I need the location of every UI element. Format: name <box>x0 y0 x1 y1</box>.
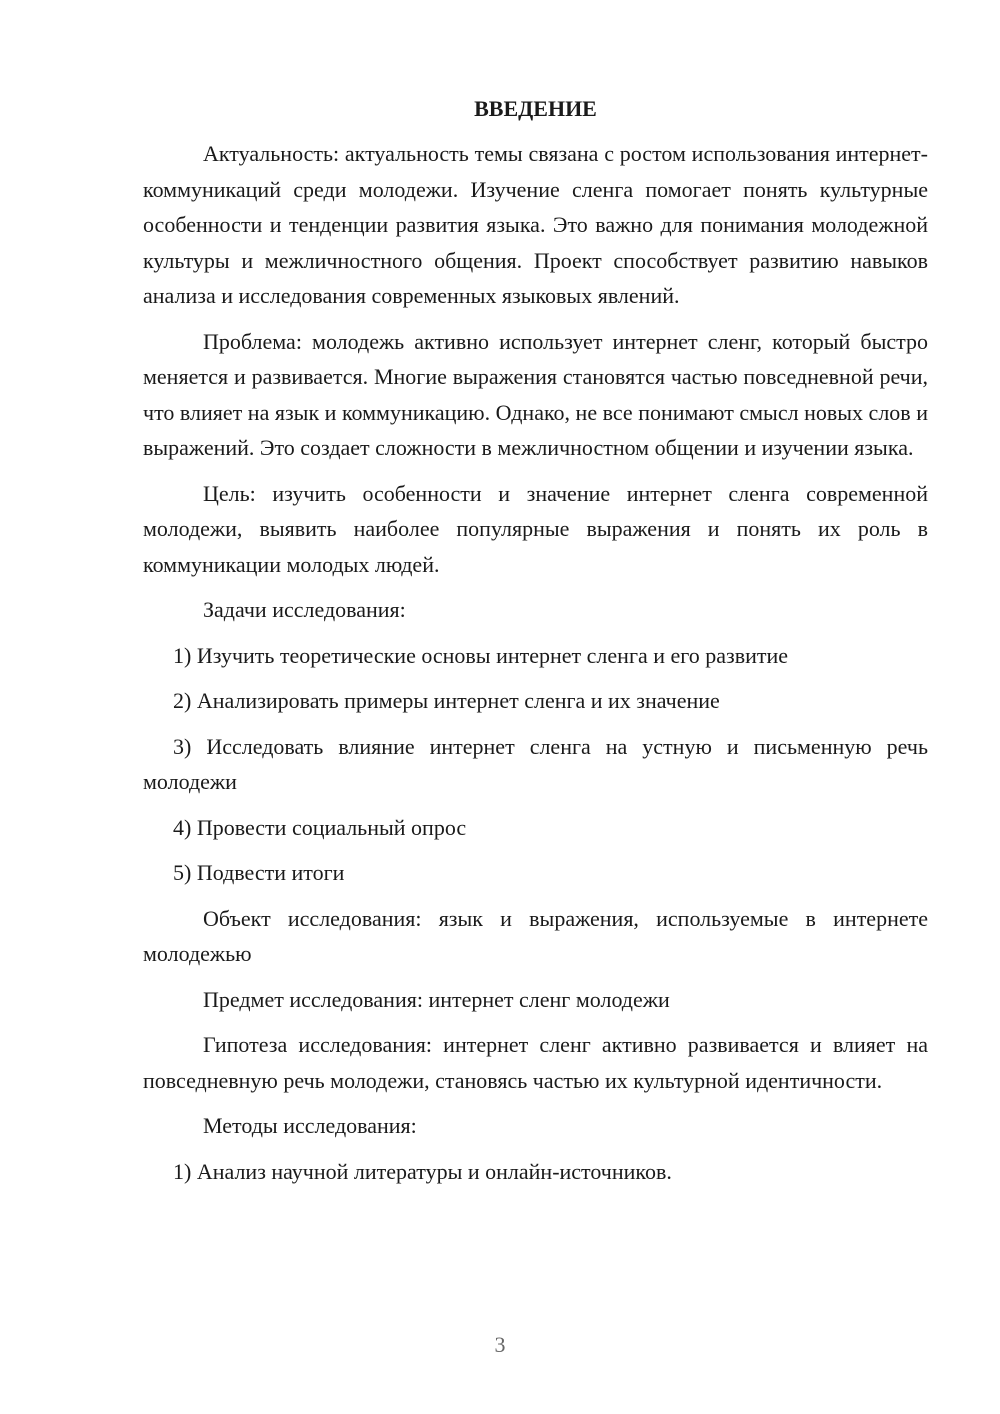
task-item: 4) Провести социальный опрос <box>173 814 467 840</box>
paragraph-relevance: Актуальность: актуальность темы связана с ростом использования интернет-коммуникаций среди молодежи. Изучение сленга помогает понять культурные особенности и тенденции развития языка. Это важно для понимания молодежной культуры и межличностного общения. Проект способствует развитию навыков анализа и исследования современных языковых явлений. <box>143 141 928 308</box>
page-title: ВВЕДЕНИЕ <box>474 96 597 121</box>
paragraph-hypothesis: Гипотеза исследования: интернет сленг активно развивается и влияет на повседневную речь молодежи, становясь частью их культурной идентичности. <box>143 1032 928 1093</box>
paragraph-goal: Цель: изучить особенности и значение интернет сленга современной молодежи, выявить наиболее популярные выражения и понять их роль в коммуникации молодых людей. <box>143 480 928 577</box>
method-item: 1) Анализ научной литературы и онлайн-источников. <box>173 1158 672 1184</box>
task-item: 1) Изучить теоретические основы интернет сленга и его развитие <box>173 642 789 668</box>
methods-heading: Методы исследования: <box>203 1113 417 1138</box>
paragraph-subject: Предмет исследования: интернет сленг молодежи <box>203 986 670 1012</box>
paragraph-problem: Проблема: молодежь активно использует интернет сленг, который быстро меняется и развивается. Многие выражения становятся частью повседневной речи, что влияет на язык и коммуникацию. Однако, не все понимают смысл новых слов и выражений. Это создает сложности в межличностном общении и изучении языка. <box>143 328 928 460</box>
tasks-heading: Задачи исследования: <box>203 597 406 622</box>
task-item: 3) Исследовать влияние интернет сленга на устную и письменную речь молодежи <box>143 733 928 794</box>
task-item: 5) Подвести итоги <box>173 860 345 885</box>
page-number: 3 <box>494 1332 506 1357</box>
document-page <box>143 90 928 1199</box>
task-item: 2) Анализировать примеры интернет сленга и их значение <box>173 688 720 713</box>
paragraph-object: Объект исследования: язык и выражения, используемые в интернете молодежью <box>143 905 928 966</box>
